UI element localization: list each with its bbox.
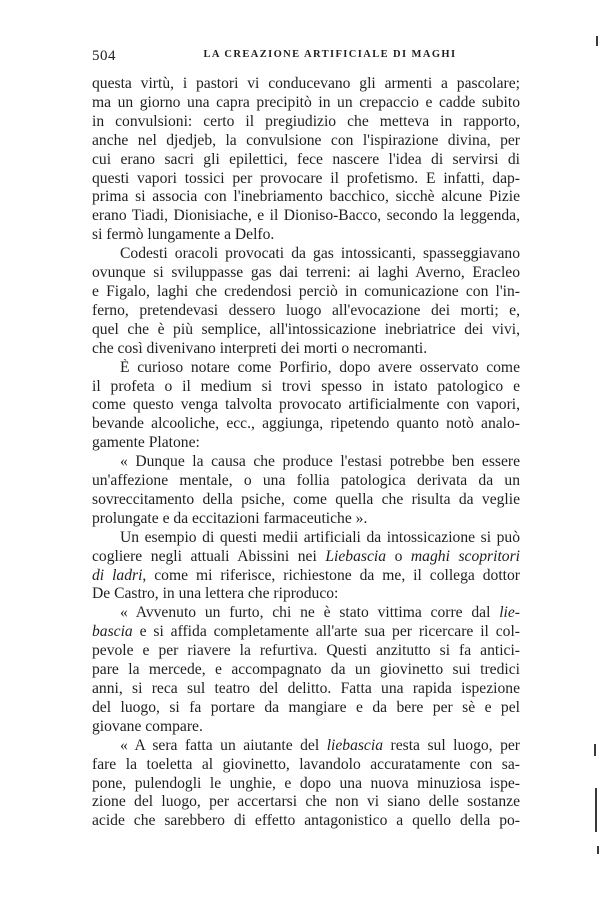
text-line: prolungate e da eccitazioni farmaceutiche ». [92,509,368,527]
text-line: questi vapori tossici per provocare il profetismo. E infatti, dap- [92,169,520,187]
text-line: questa virtù, i pastori vi conducevano gli armenti a pascolare; [92,75,520,92]
text-line: del luogo, si fa portare da mangiare e da bere per sè e pel [92,698,520,716]
body-text [92,75,520,831]
text-line: prima si associa con l'inebriamento bacchico, sicchè alcune Pizie [92,188,520,206]
scan-edge-mark [595,788,597,832]
text-line: anni, si reca sul teatro del delitto. Fatta una rapida ispezione [92,680,520,697]
text-line: Codesti oracoli provocati da gas intossicanti, spasseggiavano [120,245,520,263]
scan-edge-mark [594,744,596,756]
text-line: acide che sarebbero di effetto antagonistico a quello della po- [92,812,520,830]
text-line: ma un giorno una capra precipitò in un crepaccio e cadde subito [92,93,520,111]
text-line: pevole e per riavere la refurtiva. Questi anzitutto si fa antici- [92,642,520,660]
text-line: sovreccitamento della psiche, come quella che risulta da veglie [92,490,520,508]
text-line: pare la mercede, e accompagnato da un giovinetto sui tredici [92,661,520,679]
italic-term: lie- [499,604,520,622]
text-line: Un esempio di questi medii artificiali da intossicazione si può [120,528,520,546]
text-line-italic: di ladri, come mi riferisce, richiestone da me, il collega dottor [92,566,520,584]
scan-edge-mark [596,36,598,46]
italic-term: maghi scopritori [410,547,520,565]
text-line: giovane compare. [92,717,203,735]
text-line-italic: « Avvenuto un furto, chi ne è stato vittima corre dal lie- [120,604,520,622]
page-header [92,48,520,70]
text-line: che così divenivano interpreti dei morti o necromanti. [92,339,428,357]
text-line-italic: bascia e si affida completamente all'arte sua per ricercare il col- [92,623,520,641]
scan-edge-mark [597,846,599,854]
text-line: e Figalo, laghi che credendosi perciò in comunicazione con l'in- [92,282,520,300]
text-line: erano Tiadi, Dionisiache, e il Dioniso-Bacco, secondo la leggenda, [92,207,520,225]
text-line: il profeta o il medium si trovi spesso in istato patologico e [92,377,520,395]
text-line: bevande alcooliche, ecc., aggiunga, ripetendo quanto notò analo- [92,415,520,433]
text-line: anche nel djedjeb, la convulsione con l'ispirazione divina, per [92,131,520,149]
text-line: in convulsioni: certo il pregiudizio che metteva in rapporto, [92,112,520,130]
text-line: come questo venga talvolta provocato artificialmente con vapori, [92,396,520,414]
text-line: si fermò lungamente a Delfo. [92,226,275,244]
text-line: « Dunque la causa che produce l'estasi potrebbe ben essere [120,453,520,471]
text-line: pone, pulendogli le unghie, e dopo una nuova minuziosa ispe- [92,774,520,792]
italic-term: liebascia [326,736,383,754]
text-line-italic: « A sera fatta un aiutante del liebascia resta sul luogo, per [120,736,520,754]
page-number: 504 [92,48,116,64]
text-line: gamente Platone: [92,434,200,452]
text-line: ovunque si sviluppasse gas dai terreni: ai laghi Averno, Eracleo [92,264,520,282]
text-line: ferno, pretendevasi dessero luogo all'evocazione dei morti; e, [92,301,520,319]
text-line: zione del luogo, per accertarsi che non vi siano delle sostanze [92,793,520,811]
italic-term: di ladri [92,566,143,584]
italic-term: bascia [92,623,133,641]
running-title: LA CREAZIONE ARTIFICIALE DI MAGHI [203,49,457,60]
text-line-italic: cogliere negli attuali Abissini nei Liebascia o maghi scopritori [92,547,520,565]
text-line: fare la toeletta al giovinetto, lavandolo accuratamente con sa- [92,755,520,773]
text-line: cui erano sacri gli epilettici, fece nascere l'idea di servirsi di [92,150,520,168]
text-line: De Castro, in una lettera che riproduco: [92,585,339,603]
text-line: È curioso notare come Porfirio, dopo avere osservato come [120,358,520,376]
text-line: quel che è più semplice, all'intossicazione inebriatrice dei vivi, [92,320,520,338]
italic-term: Liebascia [325,547,386,565]
text-line: un'affezione mentale, o una follia patologica derivata da un [92,472,520,490]
